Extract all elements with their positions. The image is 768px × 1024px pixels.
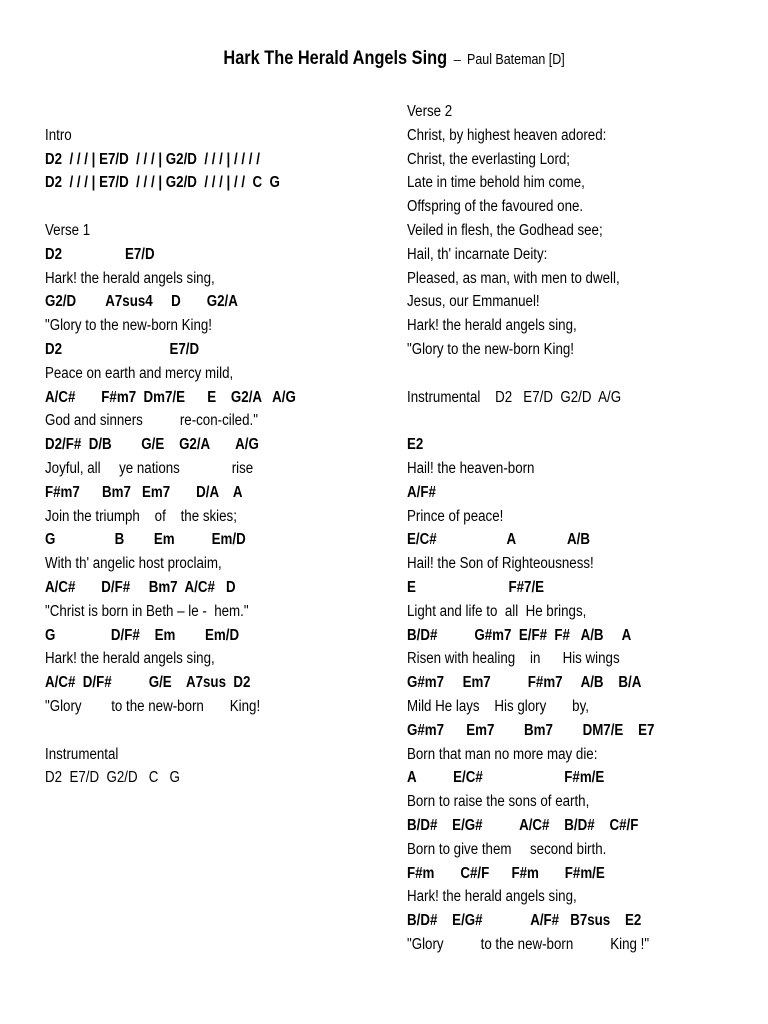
lyric-line: Christ, the everlasting Lord; (407, 150, 571, 168)
chord-line: A E/C# F#m/E (407, 769, 605, 787)
lyric-line: Prince of peace! (407, 507, 504, 525)
lyric-line: Instrumental (45, 745, 119, 763)
chord-line: E F#7/E (407, 578, 545, 596)
title-separator: – (453, 52, 461, 67)
blank-line (45, 195, 329, 219)
chord-line: G B Em Em/D (45, 531, 246, 549)
lyric-line: Peace on earth and mercy mild, (45, 364, 234, 382)
chord-line: A/C# D/F# G/E A7sus D2 (45, 674, 251, 692)
chord-line: A/C# F#m7 Dm7/E E G2/A A/G (45, 388, 296, 406)
lyric-line: Hail, th' incarnate Deity: (407, 245, 548, 263)
chord-line: G#m7 Em7 Bm7 DM7/E E7 (407, 721, 655, 739)
lyric-line: Born to give them second birth. (407, 840, 607, 858)
chord-line: B/D# G#m7 E/F# F# A/B A (407, 626, 632, 644)
lyric-line: Veiled in flesh, the Godhead see; (407, 221, 603, 239)
lyric-line: Mild He lays His glory by, (407, 697, 589, 715)
lyric-line: Instrumental D2 E7/D G2/D A/G (407, 388, 622, 406)
lyric-line: "Glory to the new-born King! (45, 697, 261, 715)
lyric-line: Hail! the heaven-born (407, 459, 535, 477)
lyric-line: "Glory to the new-born King !" (407, 935, 650, 953)
lyric-line: Offspring of the favoured one. (407, 198, 584, 216)
chord-line: A/C# D/F# Bm7 A/C# D (45, 578, 236, 596)
lyric-line: Hark! the herald angels sing, (45, 650, 215, 668)
chord-line: D2 / / / | E7/D / / / | G2/D / / / | / / / / (45, 150, 260, 168)
chord-line: D2 E7/D (45, 340, 200, 358)
chord-line: G2/D A7sus4 D G2/A (45, 293, 238, 311)
chord-line: D2/F# D/B G/E G2/A A/G (45, 436, 259, 454)
chord-line: E2 (407, 436, 424, 454)
song-title: Hark The Herald Angels Sing (223, 48, 448, 69)
lyric-line: Risen with healing in His wings (407, 650, 620, 668)
lyric-line: Born that man no more may die: (407, 745, 598, 763)
chord-line: B/D# E/G# A/C# B/D# C#/F (407, 816, 639, 834)
right-column (407, 100, 747, 957)
song-author: Paul Bateman [D] (467, 52, 566, 68)
chord-line: D2 E7/D (45, 245, 155, 263)
lyric-line: Christ, by highest heaven adored: (407, 126, 607, 144)
lyric-line: "Glory to the new-born King! (407, 340, 575, 358)
lyric-line: "Christ is born in Beth – le - hem." (45, 602, 249, 620)
chord-line: F#m C#/F F#m F#m/E (407, 864, 605, 882)
left-column (45, 100, 375, 790)
blank-line (407, 409, 699, 433)
blank-line (45, 100, 329, 124)
lyric-line: Hark! the herald angels sing, (407, 888, 577, 906)
lyric-line: Pleased, as man, with men to dwell, (407, 269, 620, 287)
blank-line (407, 362, 699, 386)
lyric-line: Jesus, our Emmanuel! (407, 293, 540, 311)
lyric-line: With th' angelic host proclaim, (45, 555, 222, 573)
lyric-line: D2 E7/D G2/D C G (45, 769, 180, 787)
lyric-line: Verse 2 (407, 103, 453, 120)
lyric-line: Intro (45, 126, 72, 144)
lyric-line: Joyful, all ye nations rise (45, 459, 254, 477)
chord-line: E/C# A A/B (407, 531, 590, 549)
chord-line: D2 / / / | E7/D / / / | G2/D / / / | / / C G (45, 174, 280, 192)
chord-line: B/D# E/G# A/F# B7sus E2 (407, 912, 642, 930)
lyric-line: Hark! the herald angels sing, (45, 269, 215, 287)
chord-line: A/F# (407, 483, 436, 501)
lyric-line: Born to raise the sons of earth, (407, 793, 590, 811)
chord-line: G D/F# Em Em/D (45, 626, 240, 644)
lyric-line: Hail! the Son of Righteousness! (407, 555, 594, 573)
lyric-line: Join the triumph of the skies; (45, 507, 237, 525)
blank-line (45, 719, 329, 743)
chord-line: G#m7 Em7 F#m7 A/B B/A (407, 674, 642, 692)
lyric-line: Light and life to all He brings, (407, 602, 587, 620)
chord-line: F#m7 Bm7 Em7 D/A A (45, 483, 243, 501)
song-title-line (0, 48, 768, 70)
lyric-line: "Glory to the new-born King! (45, 317, 213, 335)
lyric-line: Late in time behold him come, (407, 174, 585, 192)
lyric-line: Verse 1 (45, 221, 91, 239)
lyric-line: Hark! the herald angels sing, (407, 317, 577, 335)
lyric-line: God and sinners re-con-ciled." (45, 412, 258, 430)
